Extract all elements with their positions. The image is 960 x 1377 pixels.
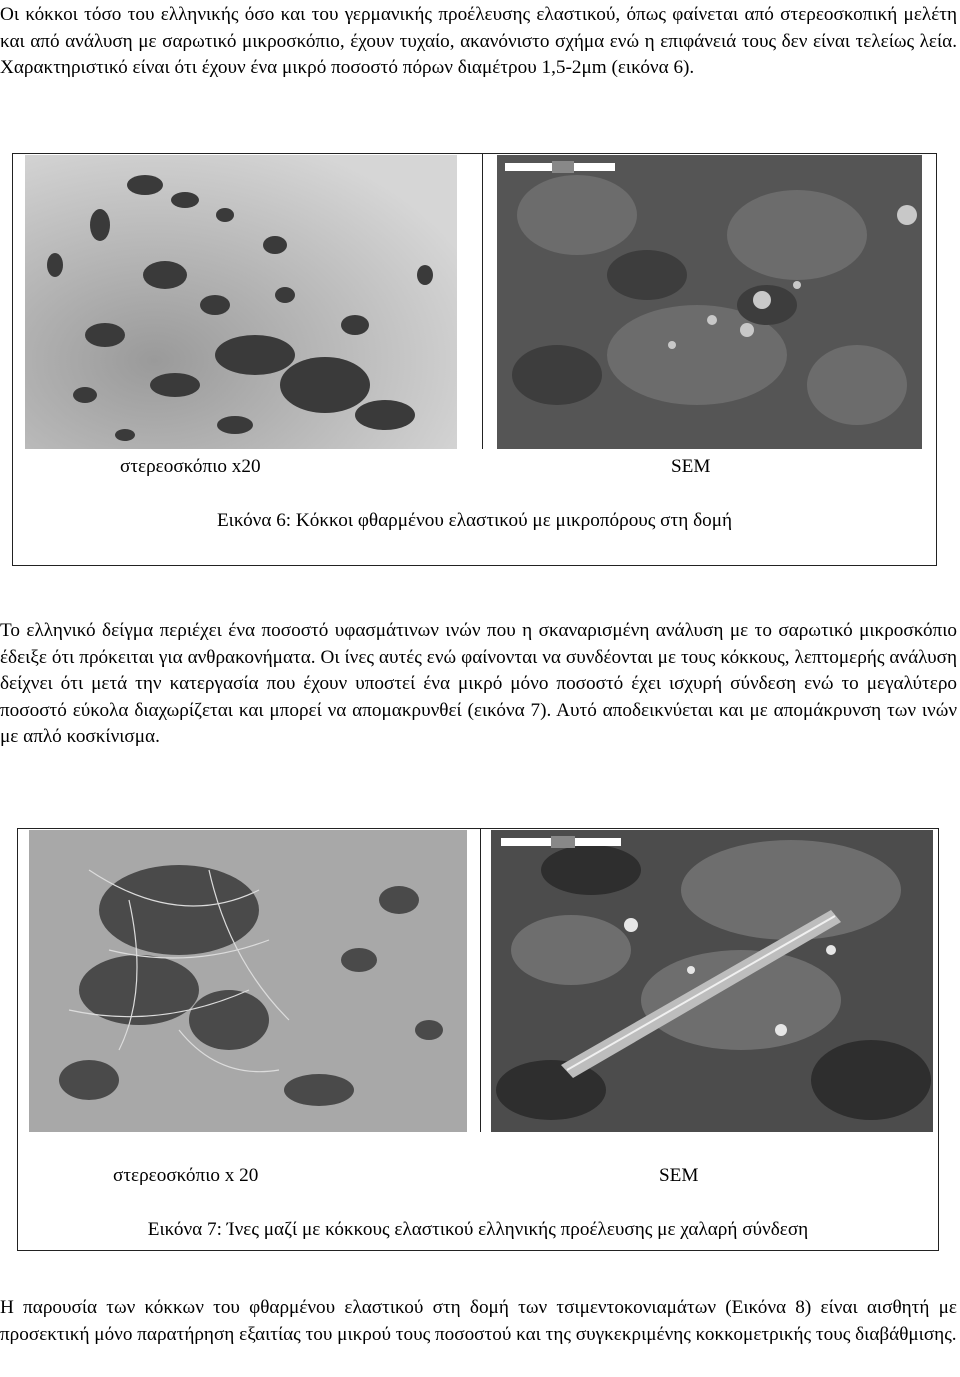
figure-6-left-label: στερεοσκόπιο x20: [120, 456, 261, 477]
figure-6-caption: Εικόνα 6: Κόκκοι φθαρμένου ελαστικού με μικροπόρους στη δομή: [216, 510, 733, 531]
figure-6-divider: [482, 154, 483, 449]
sem-photo-7: [491, 830, 933, 1132]
figure-6: [12, 153, 937, 566]
stereoscope-photo-6: [25, 155, 457, 449]
figure-7-left-label: στερεοσκόπιο x 20: [113, 1165, 259, 1186]
stereoscope-photo-7: [29, 830, 467, 1132]
figure-7-caption: Εικόνα 7: Ίνες μαζί με κόκκους ελαστικού ελληνικής προέλευσης με χαλαρή σύνδεση: [147, 1219, 809, 1240]
sem-photo-6: [497, 155, 922, 449]
figure-7-divider: [480, 829, 481, 1132]
figure-7-right-label: SEM: [659, 1165, 699, 1186]
closing-paragraph: Η παρουσία των κόκκων του φθαρμένου ελαστικού στη δομή των τσιμεντοκονιαμάτων (Εικόνα 8) είναι αισθητή με προσεκτική μόνο παρατήρηση εξαιτίας του μικρού τους ποσοστού και της συγκεκριμένης κοκκομετρικής τους διαβάθμισης.: [0, 1297, 957, 1345]
fibers-paragraph: Το ελληνικό δείγμα περιέχει ένα ποσοστό υφασμάτινων ινών που η σκαναρισμένη ανάλυση με το σαρωτικό μικροσκόπιο έδειξε ότι πρόκειται για ανθρακονήματα. Οι ίνες αυτές ενώ φαίνονται να συνδέονται με τους κόκκους, λεπτομερής ανάλυση δείχνει ότι μετά την κατεργασία που έχουν υποστεί ένα μικρό μόνο ποσοστό έχει ισχυρή σύνδεση ενώ το μεγαλύτερο ποσοστό εύκολα διαχωρίζεται και μπορεί να απομακρυνθεί (εικόνα 7). Αυτό αποδεικνύεται και με απομάκρυνση των ινών με απλό κοσκίνισμα.: [0, 620, 957, 748]
figure-7: [17, 828, 939, 1251]
figure-6-right-label: SEM: [671, 456, 711, 477]
intro-paragraph: Οι κόκκοι τόσο του ελληνικής όσο και του γερμανικής προέλευσης ελαστικού, όπως φαίνεται από στερεοσκοπική μελέτη και από ανάλυση με σαρωτικό μικροσκόπιο, έχουν τυχαίο, ακανόνιστο σχήμα ενώ η επιφάνειά τους δεν είναι τελείως λεία. Χαρακτηριστικό είναι ότι έχουν ένα μικρό ποσοστό πόρων διαμέτρου 1,5-2μm (εικόνα 6).: [0, 4, 957, 79]
